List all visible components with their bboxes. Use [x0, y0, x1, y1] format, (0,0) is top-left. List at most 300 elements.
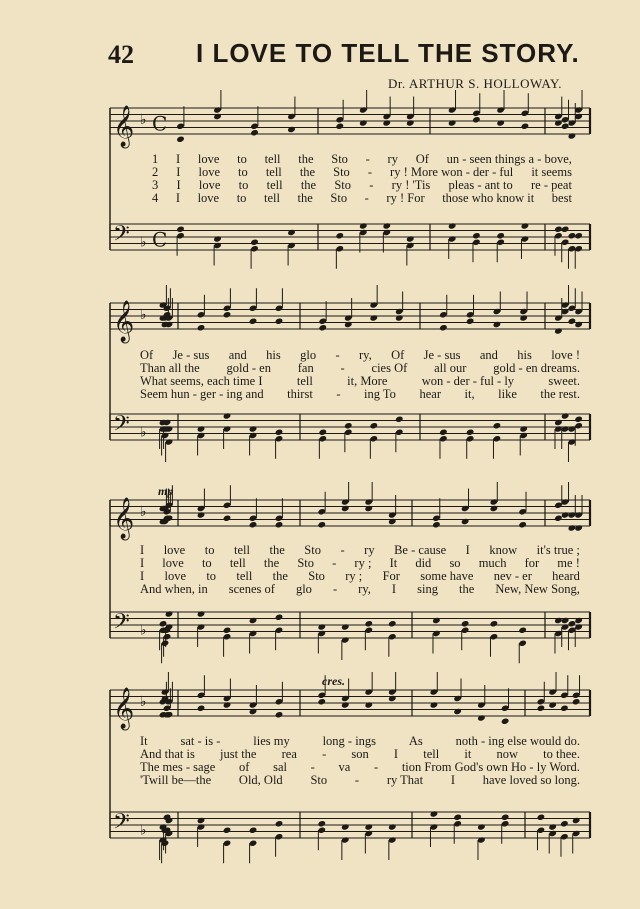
- note-head: [249, 827, 258, 834]
- lyric-word: fan: [297, 361, 314, 375]
- note-head: [472, 232, 481, 239]
- note-head: [317, 623, 326, 630]
- lyric-word: -: [322, 747, 327, 761]
- key-flat-icon: ♭: [140, 822, 147, 839]
- note-head: [466, 318, 475, 325]
- note-head: [448, 119, 457, 126]
- note-head: [388, 620, 397, 627]
- bass-staff: [110, 610, 590, 640]
- lyric-word: love: [162, 556, 184, 570]
- note-head: [432, 617, 441, 624]
- lyric-word: much: [478, 556, 507, 570]
- note-head: [574, 524, 583, 531]
- lyric-word: -: [332, 582, 338, 596]
- lyric-word: -: [310, 760, 315, 774]
- note-head: [223, 412, 232, 419]
- note-head: [490, 505, 499, 512]
- note-head: [472, 116, 481, 123]
- lyric-word: tell: [423, 747, 440, 761]
- lyric-word: tell: [265, 165, 282, 179]
- note-head: [197, 324, 206, 331]
- lyric-word: all our: [434, 361, 467, 375]
- note-head: [554, 617, 563, 624]
- lyric-word: tell: [296, 374, 313, 388]
- lyric-word: un - seen things a - bove,: [446, 152, 572, 166]
- lyric-word: to: [237, 152, 247, 166]
- lyric-word: glo: [295, 582, 312, 596]
- bass-clef-icon: 𝄢: [113, 609, 130, 640]
- note-head: [574, 617, 583, 624]
- lyric-word: I: [140, 556, 145, 570]
- note-head: [395, 314, 404, 321]
- note-head: [574, 416, 583, 423]
- key-flat-icon: ♭: [140, 112, 147, 128]
- lyric-word: -: [340, 543, 345, 557]
- note-head: [382, 119, 391, 126]
- lyric-word: the rest.: [540, 387, 580, 401]
- lyric-word: tell: [229, 556, 246, 570]
- lyric-word: the: [299, 165, 316, 179]
- note-head: [249, 521, 258, 528]
- lyric-word: Sto: [331, 152, 348, 166]
- lyric-word: won - der - ful - ly: [421, 374, 515, 388]
- lyric-word: to: [201, 556, 212, 570]
- note-head: [561, 226, 570, 233]
- note-head: [213, 235, 222, 242]
- note-head: [341, 823, 350, 830]
- key-flat-icon: ♭: [140, 694, 147, 710]
- note-head: [561, 617, 570, 624]
- lyric-word: I: [176, 165, 181, 179]
- note-head: [568, 620, 577, 627]
- note-head: [317, 698, 326, 705]
- lyric-word: to: [236, 191, 247, 205]
- note-head: [341, 701, 350, 708]
- lyric-word: tell: [264, 152, 281, 166]
- note-head: [275, 318, 284, 325]
- lyric-word: I: [140, 569, 145, 583]
- lyric-word: Sto: [330, 191, 348, 205]
- note-head: [406, 119, 415, 126]
- treble-clef-icon: 𝄞: [113, 688, 135, 729]
- lyric-word: sing: [417, 582, 438, 596]
- note-head: [406, 235, 415, 242]
- note-head: [521, 222, 530, 229]
- lyric-word: gold - en: [226, 361, 271, 375]
- lyric-word: -: [354, 773, 360, 787]
- lyric-word: his: [266, 348, 281, 362]
- note-head: [501, 814, 510, 821]
- lyric-word: the: [272, 569, 288, 583]
- lyric-word: tell: [264, 191, 280, 205]
- note-head: [501, 718, 510, 725]
- note-head: [359, 222, 368, 229]
- lyric-word: And when, in: [140, 582, 208, 596]
- note-head: [223, 701, 232, 708]
- lyric-word: re - peat: [530, 178, 572, 192]
- lyric-word: Of: [415, 152, 429, 166]
- note-head: [223, 311, 232, 318]
- note-head: [176, 136, 185, 143]
- note-head: [165, 610, 174, 617]
- note-head: [568, 318, 577, 325]
- lyric-word: scenes of: [228, 582, 275, 596]
- lyric-word: sweet.: [548, 374, 580, 388]
- note-head: [461, 518, 470, 525]
- page-number: 42: [108, 40, 134, 69]
- note-head: [388, 695, 397, 702]
- lyric-word: Je - sus: [172, 348, 210, 362]
- note-head: [453, 708, 462, 715]
- note-head: [317, 521, 326, 528]
- note-head: [537, 814, 546, 821]
- lyric-word: It: [389, 556, 398, 570]
- hymn-title: I LOVE TO TELL THE STORY.: [196, 38, 580, 68]
- lyric-word: I: [450, 773, 455, 787]
- note-head: [554, 515, 563, 522]
- lyric-word: Than all the: [140, 361, 200, 375]
- lyric-word: some have: [420, 569, 474, 583]
- note-head: [344, 321, 353, 328]
- note-head: [223, 515, 232, 522]
- lyric-word: tell: [233, 543, 250, 557]
- note-head: [364, 505, 373, 512]
- lyric-word: love: [164, 569, 187, 583]
- key-flat-icon: ♭: [140, 307, 147, 323]
- lyric-word: tell: [236, 569, 253, 583]
- lyric-word: ing To: [364, 387, 396, 401]
- lyric-word: -: [336, 387, 341, 401]
- lyric-line-verse-4: [140, 773, 580, 788]
- note-head: [572, 817, 581, 824]
- lyric-word: -: [365, 152, 370, 166]
- lyric-word: 2: [152, 165, 159, 179]
- lyric-word: Old, Old: [238, 773, 283, 787]
- lyric-word: -: [332, 556, 337, 570]
- dynamic-marking: cres.: [322, 674, 345, 688]
- note-head: [560, 820, 569, 827]
- lyric-word: As: [408, 734, 423, 748]
- note-head: [364, 701, 373, 708]
- note-head: [388, 823, 397, 830]
- lyric-word: love: [198, 178, 221, 192]
- lyric-word: to: [206, 569, 217, 583]
- lyric-word: hear: [419, 387, 441, 401]
- note-head: [249, 318, 258, 325]
- lyric-word: -: [364, 191, 369, 205]
- lyric-word: -: [335, 348, 340, 362]
- note-head: [466, 429, 475, 436]
- note-head: [554, 419, 563, 426]
- lyric-word: Of: [391, 348, 405, 362]
- lyric-word: noth - ing else would do.: [455, 734, 580, 748]
- lyric-word: lies my: [253, 734, 290, 748]
- note-head: [461, 620, 470, 627]
- note-head: [568, 132, 577, 139]
- note-head: [519, 314, 528, 321]
- note-head: [335, 123, 344, 130]
- note-head: [364, 823, 373, 830]
- note-head: [213, 113, 222, 120]
- note-head: [287, 229, 296, 236]
- lyric-word: just the: [220, 747, 257, 761]
- note-head: [548, 701, 557, 708]
- lyric-word: nev - er: [493, 569, 532, 583]
- note-head: [388, 518, 397, 525]
- common-time-icon: C: [152, 111, 168, 136]
- note-head: [518, 521, 527, 528]
- lyric-word: I: [176, 178, 181, 192]
- key-flat-icon: ♭: [140, 504, 147, 520]
- note-head: [318, 429, 327, 436]
- lyric-word: the: [298, 152, 314, 166]
- key-flat-icon: ♭: [140, 424, 147, 441]
- lyric-word: Sto: [334, 178, 352, 192]
- bass-clef-icon: 𝄢: [113, 221, 130, 252]
- lyric-word: it, More: [347, 374, 388, 388]
- lyric-word: sat - is -: [180, 734, 221, 748]
- lyric-word: it,: [464, 387, 475, 401]
- lyric-word: ry ;: [354, 556, 372, 570]
- note-head: [341, 623, 350, 630]
- lyric-word: it's true ;: [536, 543, 580, 557]
- lyric-word: ry,: [358, 348, 372, 362]
- note-head: [275, 711, 284, 718]
- lyric-word: pleas - ant to: [448, 178, 513, 192]
- lyric-word: so: [449, 556, 461, 570]
- note-head: [275, 820, 284, 827]
- lyric-word: New, New Song,: [495, 582, 580, 596]
- note-head: [496, 119, 505, 126]
- lyric-word: of: [239, 760, 250, 774]
- note-head: [439, 324, 448, 331]
- lyric-word: to thee.: [543, 747, 580, 761]
- note-head: [448, 222, 457, 229]
- lyric-word: love !: [551, 348, 580, 362]
- lyric-word: have loved so long.: [482, 773, 580, 787]
- bass-clef-icon: 𝄢: [113, 411, 130, 442]
- note-head: [537, 705, 546, 712]
- lyric-word: I: [391, 582, 397, 596]
- treble-staff: [110, 687, 590, 730]
- lyric-word: those who know it: [442, 191, 535, 205]
- note-head: [317, 820, 326, 827]
- common-time-icon: C: [152, 227, 168, 252]
- note-head: [439, 429, 448, 436]
- lyric-word: -: [340, 361, 345, 375]
- lyric-word: -: [367, 165, 373, 179]
- lyric-word: ry ;: [345, 569, 363, 583]
- lyric-word: long - ings: [322, 734, 377, 748]
- lyric-word: -: [373, 760, 379, 774]
- lyric-word: now: [496, 747, 519, 761]
- note-head: [453, 814, 462, 821]
- treble-staff: [110, 497, 590, 540]
- lyric-word: ry: [387, 152, 398, 166]
- lyric-word: know: [489, 543, 518, 557]
- lyric-word: to: [204, 543, 215, 557]
- key-flat-icon: ♭: [140, 234, 147, 251]
- lyric-line-verse-4: [140, 387, 580, 402]
- note-head: [574, 321, 583, 328]
- treble-clef-icon: 𝄞: [113, 301, 135, 342]
- lyric-word: for: [524, 556, 540, 570]
- note-head: [197, 511, 206, 518]
- lyric-word: 1: [152, 152, 159, 166]
- lyric-word: ry ! 'Tis: [391, 178, 431, 192]
- lyric-word: ry ! More won - der - ful: [390, 165, 514, 179]
- bass-staff: [110, 810, 590, 840]
- note-head: [477, 714, 486, 721]
- lyric-word: And that is: [140, 747, 195, 761]
- lyric-word: to: [238, 178, 249, 192]
- lyric-word: to: [238, 165, 248, 179]
- note-head: [382, 222, 391, 229]
- lyric-word: love: [197, 152, 220, 166]
- note-head: [341, 505, 350, 512]
- note-head: [275, 614, 284, 621]
- lyric-word: Je - sus: [423, 348, 461, 362]
- note-head: [249, 425, 258, 432]
- lyric-word: his: [517, 348, 532, 362]
- lyric-word: For: [382, 569, 400, 583]
- lyric-word: thirst: [287, 387, 313, 401]
- note-head: [493, 422, 502, 429]
- lyric-word: it: [464, 747, 472, 761]
- lyric-word: love: [197, 191, 220, 205]
- lyric-word: it seems: [531, 165, 572, 179]
- lyric-word: ry,: [358, 582, 371, 596]
- lyric-word: the: [269, 543, 285, 557]
- note-head: [223, 827, 232, 834]
- note-head: [197, 610, 206, 617]
- lyric-line-verse-4: [152, 191, 572, 206]
- note-head: [561, 511, 570, 518]
- note-head: [359, 119, 368, 126]
- lyric-word: cies Of: [371, 361, 408, 375]
- note-head: [249, 617, 258, 624]
- lyric-word: gold - en dreams.: [493, 361, 580, 375]
- lyric-word: love: [198, 165, 221, 179]
- key-flat-icon: ♭: [140, 622, 147, 639]
- lyric-word: Be - cause: [394, 543, 447, 557]
- note-head: [554, 119, 563, 126]
- lyric-line-verse-4: [140, 582, 580, 597]
- lyric-word: Sto: [297, 556, 314, 570]
- lyric-word: tell: [266, 178, 283, 192]
- lyric-word: Seem hun - ger - ing and: [140, 387, 264, 401]
- note-head: [493, 321, 502, 328]
- lyric-word: -: [369, 178, 374, 192]
- lyric-word: I: [175, 191, 180, 205]
- lyric-word: best: [551, 191, 572, 205]
- note-head: [275, 521, 284, 528]
- note-head: [287, 126, 296, 133]
- lyric-word: and: [228, 348, 247, 362]
- lyric-word: 'Twill be—the: [140, 773, 212, 787]
- lyric-word: sal: [273, 760, 287, 774]
- lyric-word: I: [465, 543, 470, 557]
- note-head: [197, 817, 206, 824]
- lyric-word: ry: [364, 543, 375, 557]
- note-head: [572, 698, 581, 705]
- lyric-word: like: [498, 387, 517, 401]
- lyric-word: 4: [152, 191, 159, 205]
- lyric-word: I: [175, 152, 181, 166]
- note-head: [477, 823, 486, 830]
- note-head: [197, 425, 206, 432]
- lyric-word: did: [415, 556, 432, 570]
- lyric-word: Sto: [333, 165, 350, 179]
- treble-staff: [110, 300, 590, 343]
- lyric-word: Sto: [310, 773, 328, 787]
- note-head: [554, 327, 563, 334]
- note-head: [521, 123, 530, 130]
- note-head: [250, 239, 259, 246]
- note-head: [364, 620, 373, 627]
- note-head: [250, 129, 259, 136]
- note-head: [395, 416, 404, 423]
- note-head: [318, 324, 327, 331]
- lyric-word: son: [351, 747, 369, 761]
- lyric-word: heard: [552, 569, 580, 583]
- note-head: [561, 123, 570, 130]
- note-head: [197, 705, 206, 712]
- lyric-word: 3: [152, 178, 159, 192]
- note-head: [369, 314, 378, 321]
- note-head: [496, 232, 505, 239]
- lyric-word: me !: [557, 556, 580, 570]
- lyric-word: the: [459, 582, 475, 596]
- treble-clef-icon: 𝄞: [113, 498, 135, 539]
- note-head: [519, 425, 528, 432]
- lyric-word: tion From God's own Ho - ly Word.: [401, 760, 580, 774]
- lyric-word: Sto: [304, 543, 321, 557]
- note-head: [568, 524, 577, 531]
- lyric-word: va: [338, 760, 351, 774]
- lyric-word: I: [393, 747, 399, 761]
- note-head: [430, 701, 439, 708]
- note-head: [560, 705, 569, 712]
- lyric-word: rea: [281, 747, 297, 761]
- lyric-word: the: [300, 178, 317, 192]
- lyric-word: The mes - sage: [140, 760, 216, 774]
- lyric-word: glo: [300, 348, 317, 362]
- dynamic-marking: mp: [158, 484, 174, 498]
- note-head: [554, 226, 563, 233]
- note-head: [561, 412, 570, 419]
- note-head: [432, 521, 441, 528]
- note-head: [249, 708, 258, 715]
- lyric-word: It: [140, 734, 148, 748]
- lyric-word: What seems, each time I: [140, 374, 263, 388]
- lyric-word: love: [163, 543, 186, 557]
- note-head: [518, 627, 527, 634]
- note-head: [344, 422, 353, 429]
- note-head: [430, 810, 439, 817]
- lyric-word: I: [140, 543, 145, 557]
- lyric-word: ry That: [386, 773, 424, 787]
- lyric-word: the: [297, 191, 313, 205]
- note-head: [574, 232, 583, 239]
- lyric-word: ry ! For: [386, 191, 425, 205]
- lyric-word: the: [263, 556, 280, 570]
- note-head: [548, 823, 557, 830]
- note-head: [568, 232, 577, 239]
- note-head: [275, 429, 284, 436]
- note-head: [176, 226, 185, 233]
- lyric-word: and: [479, 348, 498, 362]
